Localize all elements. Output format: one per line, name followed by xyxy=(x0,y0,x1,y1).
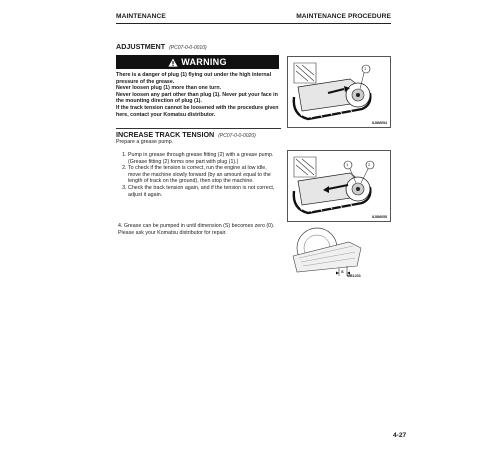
step-1: 1. Pump in grease through grease fitting (2) with a grease pump. (Grease fitting (2) forms one part with plug (1).) xyxy=(128,152,281,165)
step-3: 3. Check the track tension again, and if the tension is not correct, adjust it again. xyxy=(128,185,281,198)
increase-tension-heading xyxy=(116,130,256,139)
increase-intro: Prepare a grease pump. xyxy=(116,139,174,145)
warning-line-1: There is a danger of plug (1) flying out under the high internal pressure of the grease. xyxy=(116,72,272,85)
figure-code-3: MB1203 xyxy=(347,274,361,278)
warning-banner xyxy=(116,55,279,69)
warning-triangle-icon xyxy=(168,58,178,67)
warning-line-2: Never loosen plug (1) more than one turn. xyxy=(116,85,222,92)
header-section-title: MAINTENANCE xyxy=(116,13,166,20)
figure-code-1: 8J8M054 xyxy=(372,121,387,125)
grease-fitting-illustration xyxy=(288,151,390,221)
figure-dimension-s xyxy=(287,222,367,282)
increase-tension-code: (PC07-0-0-0020) xyxy=(218,133,256,139)
step-4-text: Grease can be pumped in until dimension (S) becomes zero (0). Please ask your Komatsu distributor for repair. xyxy=(118,223,275,236)
page-number: 4-27 xyxy=(393,432,407,439)
adjustment-title: ADJUSTMENT xyxy=(116,42,166,51)
figure-code-2: 8J8M055 xyxy=(372,215,387,219)
header-divider xyxy=(116,23,391,24)
track-tensioner-illustration xyxy=(288,57,390,127)
warning-line-4: If the track tension cannot be loosened with the procedure given here, contact your Komatsu distributor. xyxy=(116,104,279,118)
increase-tension-title: INCREASE TRACK TENSION xyxy=(116,130,215,139)
step-4 xyxy=(118,223,281,236)
figure-grease-fitting xyxy=(287,150,391,222)
callout-plug: 1 xyxy=(346,162,349,167)
dimension-s-illustration xyxy=(287,222,367,282)
header-procedure-title: MAINTENANCE PROCEDURE xyxy=(296,13,391,20)
warning-line-3: Never loosen any part other than plug (1). Never put your face in the mounting direction of plug (1). xyxy=(116,91,278,105)
warning-text xyxy=(116,72,281,118)
callout-grease-fitting: 2 xyxy=(368,162,371,167)
dimension-s-label: S xyxy=(341,269,344,274)
figure-plug-location xyxy=(287,56,391,128)
adjustment-heading xyxy=(116,42,207,51)
adjustment-code: (PC07-0-0-0010) xyxy=(169,45,207,51)
section-divider xyxy=(116,128,281,129)
step-4-number: 4. xyxy=(118,223,123,229)
callout-plug: 1 xyxy=(364,66,367,71)
step-2: 2. To check if the tension is correct, run the engine at low idle, move the machine slowly forward (by an amount equal to the length of track on the ground), then stop the machine. xyxy=(128,165,281,185)
warning-label: WARNING xyxy=(181,57,227,67)
increase-steps xyxy=(118,152,281,198)
